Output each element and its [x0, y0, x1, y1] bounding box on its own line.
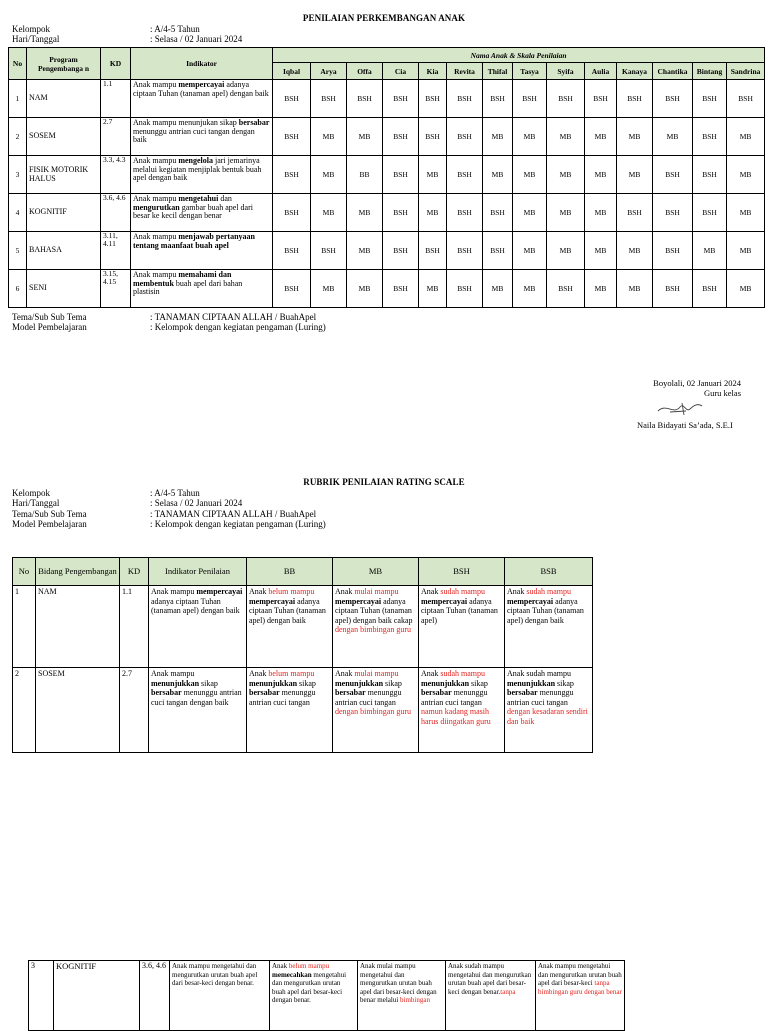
student-name-header: Thifal: [483, 63, 513, 80]
bold-text: mempercayai: [178, 80, 225, 89]
score-cell: MB: [585, 232, 617, 270]
rubric-header-mb: MB: [333, 558, 419, 586]
score-cell: BSH: [653, 194, 693, 232]
score-cell: MB: [347, 194, 383, 232]
rubric-no: 2: [13, 668, 36, 753]
rubric-bsh: Anak sudah mampu mengetahui dan mengurutkan urutan buah apel dari besar-keci dengan benar.tanpa: [446, 961, 536, 1031]
meta-key: Kelompok: [12, 24, 50, 34]
score-cell: BSH: [547, 270, 585, 308]
rubric-indikator: Anak mampu mengetahui dan mengurutkan urutan buah apel dari besar-keci dengan benar.: [170, 961, 270, 1031]
score-cell: BSH: [273, 194, 311, 232]
rubric-row: [13, 668, 593, 753]
signature-place-date: Boyolali, 02 Januari 2024: [653, 378, 741, 388]
row-indikator: Anak mampu memahami dan membentuk buah apel dari bahan plastisin: [131, 270, 273, 308]
rubric-body: [13, 586, 593, 753]
rubric-no: 3: [29, 961, 54, 1031]
rubric-bidang: NAM: [36, 586, 120, 668]
student-name-header: Arya: [311, 63, 347, 80]
meta-key: Model Pembelajaran: [12, 322, 87, 332]
header-indikator: Indikator: [131, 48, 273, 80]
rubric-title: RUBRIK PENILAIAN RATING SCALE: [303, 477, 465, 487]
student-name-header: Revita: [447, 63, 483, 80]
red-text: sudah mampu: [526, 587, 571, 596]
score-cell: MB: [617, 232, 653, 270]
score-cell: MB: [347, 232, 383, 270]
assessment-row: [9, 232, 765, 270]
meta-value: : A/4-5 Tahun: [150, 488, 200, 498]
score-cell: MB: [547, 156, 585, 194]
bold-text: menjawab pertanyaan tentang maanfaat buah apel: [133, 232, 255, 250]
rubric-bsh: Anak sudah mampu mempercayai adanya ciptaan Tuhan (tanaman apel): [419, 586, 505, 668]
score-cell: MB: [311, 118, 347, 156]
meta-key: Hari/Tanggal: [12, 498, 60, 508]
red-text: mulai mampu: [354, 669, 399, 678]
rubric-kd: 3.6, 4.6: [140, 961, 170, 1031]
meta-key: Model Pembelajaran: [12, 519, 87, 529]
score-cell: BSH: [419, 80, 447, 118]
rubric-no: 1: [13, 586, 36, 668]
red-text: dengan bimbingan guru: [335, 707, 411, 716]
score-cell: MB: [419, 194, 447, 232]
assessment-row: [9, 118, 765, 156]
rubric-continuation-table: [28, 960, 625, 1031]
row-kd: 3.15, 4.15: [101, 270, 131, 308]
row-no: 5: [9, 232, 27, 270]
assessment-row: [9, 80, 765, 118]
rubric-kd: 2.7: [120, 668, 149, 753]
score-cell: BSH: [727, 80, 765, 118]
rubric-header-bidang: Bidang Pengembangan: [36, 558, 120, 586]
meta-row: [12, 498, 326, 508]
rubric-bidang: KOGNITIF: [54, 961, 140, 1031]
signature-role: Guru kelas: [703, 388, 741, 398]
score-cell: MB: [311, 156, 347, 194]
row-kd: 3.11, 4.11: [101, 232, 131, 270]
bold-text: memecahkan: [272, 970, 312, 979]
red-text: belum mampu: [288, 962, 330, 970]
score-cell: BSH: [547, 80, 585, 118]
score-cell: MB: [483, 156, 513, 194]
rubric-bsb: Anak sudah mampu mempercayai adanya ciptaan Tuhan (tanaman apel) dengan baik: [505, 586, 593, 668]
bold-text: mengetahui: [178, 194, 219, 203]
header-names-group: Nama Anak & Skala Penilaian: [273, 48, 765, 63]
score-cell: BSH: [617, 194, 653, 232]
score-cell: BSH: [483, 232, 513, 270]
bold-text: menunjukkan: [151, 678, 200, 688]
score-cell: MB: [419, 156, 447, 194]
rubric-bb: Anak belum mampu menunjukkan sikap bersabar menunggu antrian cuci tangan: [247, 668, 333, 753]
score-cell: MB: [617, 270, 653, 308]
red-text: namun kadang masih harus diingatkan guru: [421, 707, 491, 726]
score-cell: MB: [585, 156, 617, 194]
rubric-header-bsb: BSB: [505, 558, 593, 586]
assessment-meta-top: [12, 24, 242, 44]
score-cell: MB: [585, 194, 617, 232]
row-kd: 2.7: [101, 118, 131, 156]
red-text: mulai mampu: [354, 587, 399, 596]
score-cell: BSH: [419, 232, 447, 270]
score-cell: MB: [727, 270, 765, 308]
bold-text: mempercayai: [507, 596, 554, 606]
student-name-header: Kia: [419, 63, 447, 80]
meta-key: Tema/Sub Sub Tema: [12, 312, 87, 322]
score-cell: MB: [617, 156, 653, 194]
rubric-mb: Anak mulai mampu menunjukkan sikap bersabar menunggu antrian cuci tangan dengan bimbingan guru: [333, 668, 419, 753]
student-name-header: Sandrina: [727, 63, 765, 80]
score-cell: MB: [727, 118, 765, 156]
rubric-header-no: No: [13, 558, 36, 586]
bold-text: menunjukkan: [507, 678, 556, 688]
meta-value: : TANAMAN CIPTAAN ALLAH / BuahApel: [150, 509, 317, 519]
score-cell: MB: [547, 118, 585, 156]
student-name-header: Tasya: [513, 63, 547, 80]
row-program: KOGNITIF: [27, 194, 101, 232]
bold-text: bersabar: [421, 688, 452, 697]
score-cell: MB: [483, 270, 513, 308]
red-text: bimbingan: [400, 996, 430, 1004]
score-cell: BSH: [273, 270, 311, 308]
score-cell: BSH: [447, 156, 483, 194]
header-program: Program Pengembanga n: [27, 48, 101, 80]
score-cell: BSH: [447, 80, 483, 118]
score-cell: BSH: [693, 80, 727, 118]
row-kd: 1.1: [101, 80, 131, 118]
red-text: tanpa bimbingan guru dengan benar: [538, 979, 622, 996]
row-indikator: Anak mampu mengetahui dan mengurutkan gambar buah apel dari besar ke kecil dengan benar: [131, 194, 273, 232]
bold-text: bersabar: [507, 688, 538, 697]
assessment-row: [9, 270, 765, 308]
score-cell: MB: [513, 194, 547, 232]
red-text: dengan bimbingan guru: [335, 625, 411, 634]
score-cell: BSH: [273, 232, 311, 270]
score-cell: MB: [727, 156, 765, 194]
rubric-bsb: Anak sudah mampu menunjukkan sikap bersabar menunggu antrian cuci tangan dengan kesadaran sendiri dan baik: [505, 668, 593, 753]
score-cell: MB: [311, 194, 347, 232]
meta-row: [12, 34, 242, 44]
rubric-bb: Anak belum mampu memecahkan mengetahui dan mengurutkan urutan buah apel dari besar-keci dengan benar.: [270, 961, 358, 1031]
rubric-table: [12, 557, 593, 753]
score-cell: MB: [347, 118, 383, 156]
score-cell: BSH: [383, 232, 419, 270]
bold-text: bersabar: [151, 688, 182, 697]
score-cell: BSH: [483, 194, 513, 232]
student-name-header: Aulia: [585, 63, 617, 80]
red-text: tanpa: [500, 987, 516, 996]
row-no: 6: [9, 270, 27, 308]
meta-row: [12, 488, 326, 498]
student-name-header: Iqbal: [273, 63, 311, 80]
row-kd: 3.3, 4.3: [101, 156, 131, 194]
score-cell: BSH: [383, 194, 419, 232]
bold-text: mempercayai: [196, 587, 243, 596]
bold-text: mempercayai: [335, 596, 382, 606]
assessment-meta-bottom: [12, 312, 326, 332]
rubric-bsh: Anak sudah mampu menunjukkan sikap bersabar menunggu antrian cuci tangan namun kadang masih harus diingatkan guru: [419, 668, 505, 753]
score-cell: BSH: [273, 118, 311, 156]
red-text: sudah mampu: [440, 669, 485, 678]
score-cell: MB: [513, 232, 547, 270]
rubric-header-bsh: BSH: [419, 558, 505, 586]
bold-text: mempercayai: [421, 596, 468, 606]
score-cell: BSH: [483, 80, 513, 118]
rubric-bsb: Anak mampu mengetahui dan mengurutkan urutan buah apel dari besar-keci tanpa bimbingan guru dengan benar: [536, 961, 625, 1031]
row-program: SENI: [27, 270, 101, 308]
row-program: SOSEM: [27, 118, 101, 156]
meta-row: [12, 312, 326, 322]
rubric-bidang: SOSEM: [36, 668, 120, 753]
meta-row: [12, 519, 326, 529]
meta-value: : Kelompok dengan kegiatan pengaman (Luring): [150, 519, 326, 529]
score-cell: MB: [727, 232, 765, 270]
rubric-row: [13, 586, 593, 668]
score-cell: BSH: [383, 270, 419, 308]
score-cell: BSH: [693, 194, 727, 232]
meta-row: [12, 24, 242, 34]
row-program: BAHASA: [27, 232, 101, 270]
score-cell: BSH: [585, 80, 617, 118]
score-cell: BSH: [653, 80, 693, 118]
bold-text: bersabar: [249, 688, 280, 697]
assessment-title: PENILAIAN PERKEMBANGAN ANAK: [302, 13, 466, 23]
row-no: 1: [9, 80, 27, 118]
score-cell: BSH: [617, 80, 653, 118]
bold-text: menunjukkan: [249, 678, 298, 688]
student-name-header: Chantika: [653, 63, 693, 80]
rubric-indikator: Anak mampu menunjukkan sikap bersabar menunggu antrian cuci tangan dengan baik: [149, 668, 247, 753]
score-cell: MB: [617, 118, 653, 156]
bold-text: bersabar: [238, 118, 270, 127]
bold-text: memahami dan membentuk: [133, 270, 232, 288]
score-cell: MB: [513, 156, 547, 194]
row-no: 4: [9, 194, 27, 232]
score-cell: BSH: [419, 118, 447, 156]
signature-block: [653, 378, 741, 398]
score-cell: MB: [513, 118, 547, 156]
score-cell: MB: [653, 118, 693, 156]
score-cell: BSH: [311, 80, 347, 118]
bold-text: mengurutkan: [133, 202, 180, 212]
row-kd: 3.6, 4.6: [101, 194, 131, 232]
score-cell: BSH: [693, 156, 727, 194]
red-text: belum mampu: [268, 587, 315, 596]
score-cell: MB: [483, 118, 513, 156]
red-text: dengan kesadaran sendiri dan baik: [507, 707, 588, 726]
score-cell: BSH: [347, 80, 383, 118]
assessment-table: [8, 47, 765, 308]
assessment-body: [9, 80, 765, 308]
bold-text: mempercayai: [249, 596, 296, 606]
rubric-kd: 1.1: [120, 586, 149, 668]
score-cell: BSH: [693, 118, 727, 156]
score-cell: BSH: [273, 80, 311, 118]
student-name-header: Kanaya: [617, 63, 653, 80]
student-name-header: Syifa: [547, 63, 585, 80]
rubric-mb: Anak mulai mampu mengetahui dan mengurutkan urutan buah apel dari besar-keci dengan benar melalui bimbingan: [358, 961, 446, 1031]
meta-key: Hari/Tanggal: [12, 34, 60, 44]
score-cell: MB: [727, 194, 765, 232]
score-cell: MB: [585, 270, 617, 308]
score-cell: BSH: [311, 232, 347, 270]
score-cell: BSH: [653, 156, 693, 194]
signature-name: Naila Bidayati Sa’ada, S.E.I: [637, 420, 733, 430]
score-cell: MB: [419, 270, 447, 308]
row-indikator: Anak mampu menjawab pertanyaan tentang maanfaat buah apel: [131, 232, 273, 270]
assessment-row: [9, 156, 765, 194]
rubric-mb: Anak mulai mampu mempercayai adanya ciptaan Tuhan (tanaman apel) dengan baik cakap dengan bimbingan guru: [333, 586, 419, 668]
row-no: 3: [9, 156, 27, 194]
bold-text: menunjukkan: [335, 678, 384, 688]
student-name-header: Bintang: [693, 63, 727, 80]
row-program: NAM: [27, 80, 101, 118]
red-text: sudah mampu: [440, 587, 485, 596]
row-indikator: Anak mampu mengelola jari jemarinya melalui kegiatan menjiplak bentuk buah apel dengan baik: [131, 156, 273, 194]
score-cell: BSH: [383, 156, 419, 194]
score-cell: BSH: [447, 270, 483, 308]
rubric-header-kd: KD: [120, 558, 149, 586]
score-cell: BSH: [273, 156, 311, 194]
rubric-meta: [12, 488, 326, 529]
rubric-continuation-body: [29, 961, 625, 1031]
score-cell: BB: [347, 156, 383, 194]
score-cell: BSH: [513, 80, 547, 118]
row-indikator: Anak mampu mempercayai adanya ciptaan Tuhan (tanaman apel) dengan baik: [131, 80, 273, 118]
score-cell: BSH: [447, 194, 483, 232]
student-name-header: Cia: [383, 63, 419, 80]
meta-value: : A/4-5 Tahun: [150, 24, 200, 34]
score-cell: BSH: [383, 80, 419, 118]
bold-text: mengelola: [178, 156, 213, 165]
header-kd: KD: [101, 48, 131, 80]
rubric-row: [29, 961, 625, 1031]
row-no: 2: [9, 118, 27, 156]
rubric-header-indikator: Indikator Penilaian: [149, 558, 247, 586]
rubric-indikator: Anak mampu mempercayai adanya ciptaan Tuhan (tanaman apel) dengan baik: [149, 586, 247, 668]
score-cell: BSH: [653, 232, 693, 270]
header-no: No: [9, 48, 27, 80]
rubric-bb: Anak belum mampu mempercayai adanya ciptaan Tuhan (tanaman apel) dengan baik: [247, 586, 333, 668]
meta-key: Tema/Sub Sub Tema: [12, 509, 87, 519]
bold-text: bersabar: [335, 688, 366, 697]
score-cell: BSH: [447, 118, 483, 156]
score-cell: MB: [585, 118, 617, 156]
meta-value: : Kelompok dengan kegiatan pengaman (Luring): [150, 322, 326, 332]
score-cell: MB: [513, 270, 547, 308]
meta-row: [12, 509, 326, 519]
score-cell: BSH: [653, 270, 693, 308]
meta-value: : Selasa / 02 Januari 2024: [150, 498, 243, 508]
meta-key: Kelompok: [12, 488, 50, 498]
meta-value: : Selasa / 02 Januari 2024: [150, 34, 243, 44]
score-cell: MB: [547, 194, 585, 232]
assessment-row: [9, 194, 765, 232]
row-program: FISIK MOTORIK HALUS: [27, 156, 101, 194]
red-text: belum mampu: [268, 669, 315, 678]
row-indikator: Anak mampu menunjukan sikap bersabar menunggu antrian cuci tangan dengan baik: [131, 118, 273, 156]
score-cell: BSH: [693, 270, 727, 308]
score-cell: MB: [547, 232, 585, 270]
score-cell: MB: [693, 232, 727, 270]
score-cell: MB: [311, 270, 347, 308]
signature-scribble: [656, 399, 706, 417]
meta-value: : TANAMAN CIPTAAN ALLAH / BuahApel: [150, 312, 317, 322]
score-cell: MB: [347, 270, 383, 308]
rubric-header-bb: BB: [247, 558, 333, 586]
score-cell: BSH: [447, 232, 483, 270]
student-name-header: Offa: [347, 63, 383, 80]
meta-row: [12, 322, 326, 332]
bold-text: menunjukkan: [421, 678, 470, 688]
score-cell: BSH: [383, 118, 419, 156]
